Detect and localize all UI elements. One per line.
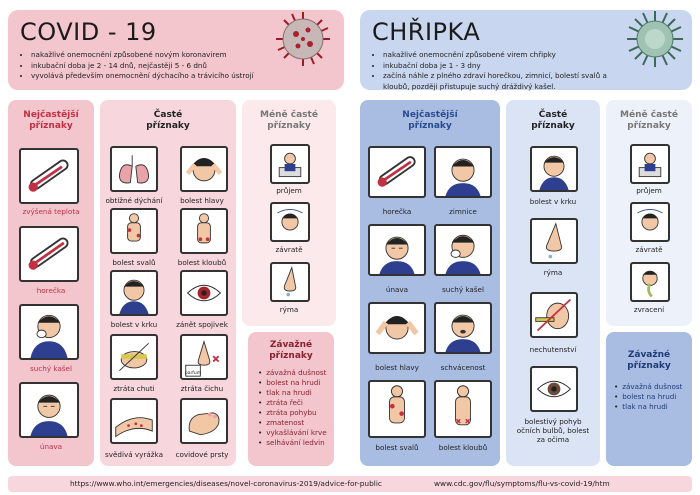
influenza-virus-icon <box>624 8 686 70</box>
symptom-label: zvýšená teplota <box>22 207 80 216</box>
perfume-tag: parfum <box>184 371 202 376</box>
vomiting-icon <box>630 262 670 302</box>
diarrhea-icon <box>270 144 310 184</box>
covid-severe-list <box>258 368 334 448</box>
flu-severe-heading: Závažné příznaky <box>627 350 671 371</box>
severe-symptom: • bolest na hrudi <box>258 378 334 388</box>
flu-most-common-heading: Nejčastější příznaky <box>402 110 458 131</box>
joint-pain-icon <box>180 208 228 254</box>
loss-of-appetite-icon <box>530 292 578 338</box>
symptom-label: obtížné dýchání <box>105 196 163 205</box>
severe-symptom: • ztráta pohybu <box>258 408 334 418</box>
dizziness-icon <box>630 202 670 242</box>
symptom-label: ztráta chuti <box>113 384 155 393</box>
covid-title: COVID - 19 <box>20 18 157 46</box>
severe-symptom: • zmatenost <box>258 418 334 428</box>
lungs-icon <box>110 146 158 192</box>
thermometer-icon <box>19 148 79 204</box>
thermometer-icon <box>368 146 426 198</box>
symptom-label: průjem <box>636 186 662 195</box>
symptom-label: rýma <box>543 268 563 277</box>
severe-symptom: • ztráta řeči <box>258 398 334 408</box>
covid-toes-icon <box>180 398 228 444</box>
sore-throat-icon <box>530 146 578 192</box>
symptom-label: bolest v krku <box>110 320 158 329</box>
chills-icon <box>434 146 492 198</box>
symptom-label: rýma <box>279 305 299 314</box>
sources-footer <box>8 476 692 492</box>
covid-bullet: • vyvolává především onemocnění dýchacího a trávicího ústrojí <box>31 71 332 82</box>
symptom-label: svědivá vyrážka <box>104 450 163 459</box>
headache-icon <box>180 146 228 192</box>
thermometer-icon <box>19 226 79 282</box>
covid-severe-heading: Závažné příznaky <box>269 340 313 361</box>
symptom-label: schvácenost <box>440 363 486 372</box>
severe-symptom: • závažná dušnost <box>614 382 692 392</box>
symptom-label: bolest hlavy <box>375 363 419 372</box>
symptom-label: covidové prsty <box>175 450 229 459</box>
symptom-label: suchý kašel <box>30 364 72 373</box>
symptom-label: závratě <box>635 245 663 254</box>
tired-person-icon <box>368 224 426 276</box>
dizziness-icon <box>270 202 310 242</box>
flu-less-common-heading: Méně časté příznaky <box>620 110 678 131</box>
tired-person-icon <box>19 382 79 438</box>
coronavirus-icon <box>272 8 334 70</box>
symptom-label: únava <box>385 285 409 294</box>
covid-most-common-heading: Nejčastější příznaky <box>23 110 79 131</box>
symptom-label: závratě <box>275 245 303 254</box>
covid-bullet: • nakažlivé onemocnění způsobené novým koronavirem <box>31 50 332 61</box>
symptom-label: horečka <box>36 286 66 295</box>
sore-throat-icon <box>110 270 158 316</box>
flu-bullet: • nakažlivé onemocnění způsobené virem chřipky <box>383 50 620 61</box>
symptom-label: zánět spojivek <box>176 320 228 329</box>
flu-title: CHŘIPKA <box>372 18 481 46</box>
severe-symptom: • závažná dušnost <box>258 368 334 378</box>
symptom-label: bolest hlavy <box>180 196 224 205</box>
flu-common-heading: Časté příznaky <box>531 110 575 131</box>
symptom-label: zimnice <box>449 207 477 216</box>
severe-symptom: • vykašlávání krve <box>258 428 334 438</box>
exhaustion-icon <box>434 302 492 354</box>
flu-bullet: • začíná náhle z plného zdraví horečkou, zimnicí, bolestí svalů a kloubů, později přistupuje suchý dráždivý kašel. <box>383 71 620 92</box>
runny-nose-icon <box>530 218 578 264</box>
flu-severe-panel <box>606 332 692 466</box>
flu-bullet: • inkubační doba je 1 - 3 dny <box>383 61 620 72</box>
loss-of-taste-icon <box>110 334 158 380</box>
symptom-label: únava <box>39 442 63 451</box>
severe-symptom: • selhávání ledvin <box>258 438 334 448</box>
coughing-person-icon <box>19 304 79 360</box>
diarrhea-icon <box>630 144 670 184</box>
symptom-label: horečka <box>382 207 412 216</box>
coughing-person-icon <box>434 224 492 276</box>
symptom-label: bolest kloubů <box>438 443 488 452</box>
covid-severe-panel <box>248 332 334 466</box>
eye-icon <box>530 366 578 412</box>
headache-icon <box>368 302 426 354</box>
severe-symptom: • tlak na hrudi <box>258 388 334 398</box>
eye-icon <box>180 270 228 316</box>
symptom-label: průjem <box>276 186 302 195</box>
covid-bullet: • inkubační doba je 2 - 14 dnů, nejčastěji 5 - 6 dnů <box>31 61 332 72</box>
severe-symptom: • bolest na hrudi <box>614 392 692 402</box>
itchy-rash-icon <box>110 398 158 444</box>
muscle-pain-icon <box>368 380 426 438</box>
joint-pain-icon <box>434 380 492 438</box>
symptom-label: suchý kašel <box>442 285 484 294</box>
flu-severe-list <box>614 382 692 412</box>
symptom-label: ztráta čichu <box>180 384 224 393</box>
symptom-label: zvracení <box>633 305 665 314</box>
symptom-label: bolestivý pohyb očních bulbů, bolest za očima <box>516 417 590 444</box>
covid-less-common-heading: Méně časté příznaky <box>260 110 318 131</box>
symptom-label: nechutenství <box>529 345 577 354</box>
runny-nose-icon <box>270 262 310 302</box>
covid-common-heading: Časté příznaky <box>146 110 190 131</box>
who-source-link[interactable]: https://www.who.int/emergencies/diseases/novel-coronavirus-2019/advice-for-public <box>70 479 382 488</box>
severe-symptom: • tlak na hrudi <box>614 402 692 412</box>
symptom-label: bolest svalů <box>375 443 419 452</box>
symptom-label: bolest kloubů <box>177 258 227 267</box>
muscle-pain-icon <box>110 208 158 254</box>
cdc-source-link[interactable]: www.cdc.gov/flu/symptoms/flu-vs-covid-19/htm <box>434 479 610 488</box>
symptom-label: bolest v krku <box>529 197 577 206</box>
flu-bullets <box>372 50 620 92</box>
symptom-label: bolest svalů <box>112 258 156 267</box>
